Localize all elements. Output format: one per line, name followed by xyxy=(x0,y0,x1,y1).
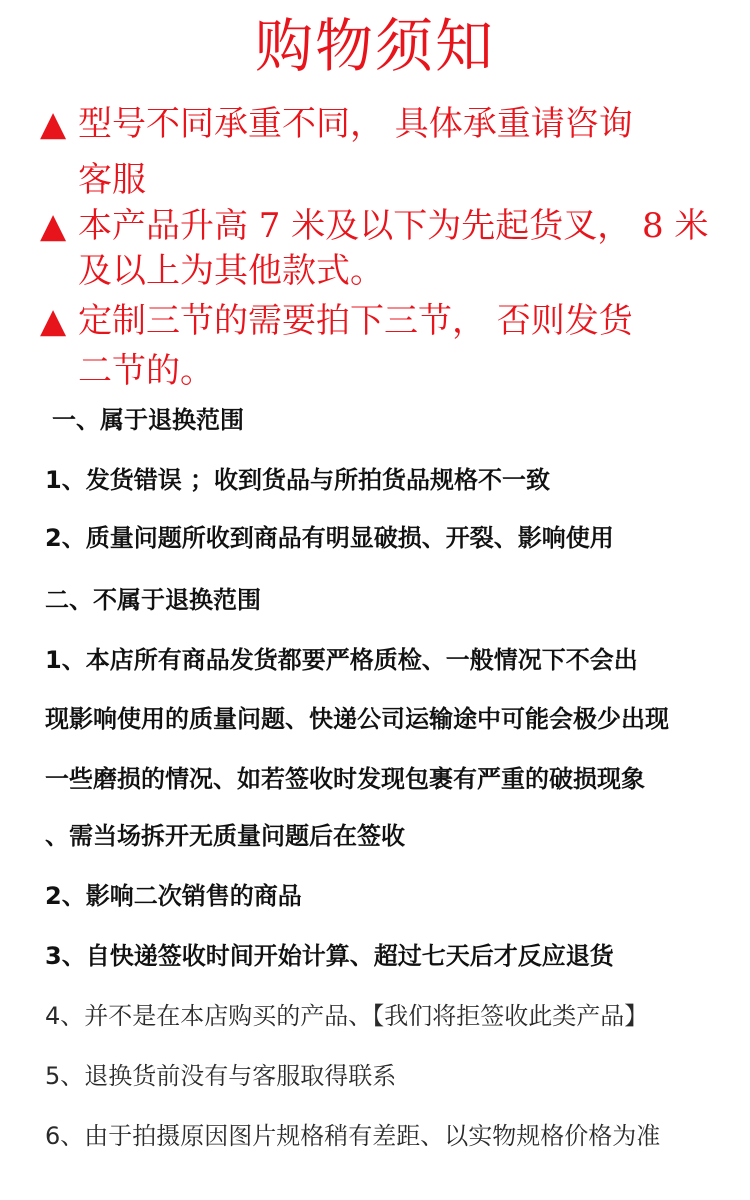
warning-triangle-icon: ▲ xyxy=(40,301,67,341)
non-return-item-6: 6、由于拍摄原因图片规格稍有差距、以实物规格价格为准 xyxy=(45,1122,661,1150)
non-return-item-1-line-3: 一些磨损的情况、如若签收时发现包裹有严重的破损现象 xyxy=(45,765,645,793)
notice-2-line-2: 及以上为其他款式。 xyxy=(78,251,384,291)
non-return-scope-heading: 二、不属于退换范围 xyxy=(45,586,261,614)
non-return-item-3: 3、自快递签收时间开始计算、超过七天后才反应退货 xyxy=(45,942,614,970)
non-return-item-1-line-2: 现影响使用的质量问题、快递公司运输途中可能会极少出现 xyxy=(45,705,669,733)
warning-triangle-icon: ▲ xyxy=(40,206,67,246)
non-return-item-1-line-1: 1、本店所有商品发货都要严格质检、一般情况下不会出 xyxy=(45,646,638,674)
notice-2-line-1: ▲ 本产品升高 7 米及以下为先起货叉， 8 米 xyxy=(40,200,709,252)
notice-3-line-2: 二节的。 xyxy=(78,351,214,391)
notice-1-line-1: ▲ 型号不同承重不同， 具体承重请咨询 xyxy=(40,98,633,150)
page-title: 购物须知 xyxy=(254,12,495,80)
non-return-item-4: 4、并不是在本店购买的产品、【我们将拒签收此类产品】 xyxy=(45,1002,649,1030)
notice-1-line-2: 客服 xyxy=(78,160,146,200)
return-scope-item-2: 2、质量问题所收到商品有明显破损、开裂、影响使用 xyxy=(45,524,614,552)
warning-triangle-icon: ▲ xyxy=(40,104,67,144)
non-return-item-2: 2、影响二次销售的商品 xyxy=(45,882,302,910)
non-return-item-1-line-4: 、需当场拆开无质量问题后在签收 xyxy=(45,822,405,850)
notice-3-line-1: ▲ 定制三节的需要拍下三节， 否则发货 xyxy=(40,295,633,347)
non-return-item-5: 5、退换货前没有与客服取得联系 xyxy=(45,1062,397,1090)
return-scope-item-1: 1、发货错误 ；收到货品与所拍货品规格不一致 xyxy=(45,466,551,494)
return-scope-heading: 一、属于退换范围 xyxy=(52,406,244,434)
